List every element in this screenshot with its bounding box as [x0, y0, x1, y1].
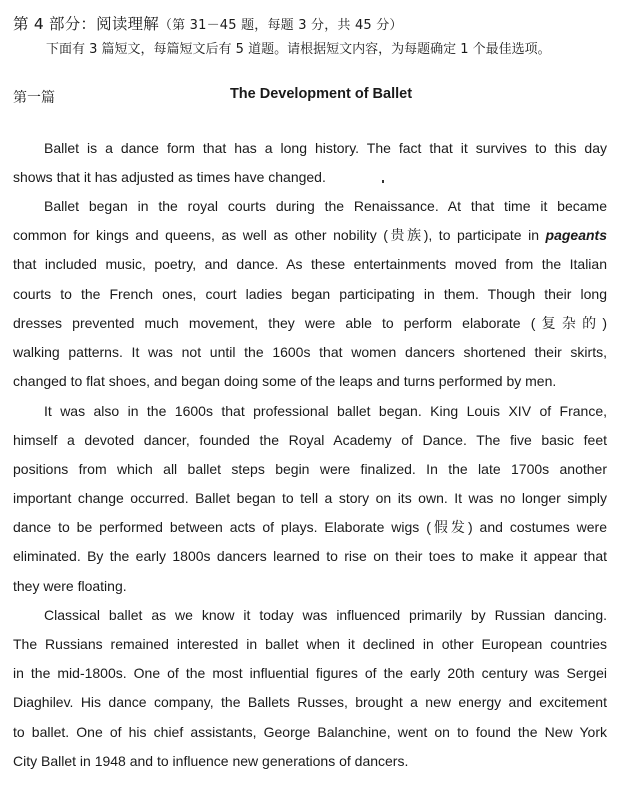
paragraph-4-line-6: City Ballet in 1948 and to influence new generations of dancers.: [13, 753, 409, 769]
paragraph-1-line-1: Ballet is a dance form that has a long history. The fact that it survives to this day: [44, 140, 607, 156]
instructions: 下面有 3 篇短文，每篇短文后有 5 道题。请根据短文内容，为每题确定 1 个最佳选项。: [46, 42, 551, 57]
passage-title: The Development of Ballet: [229, 86, 413, 102]
paragraph-2-line-6: walking patterns. It was not until the 1600s that women dancers shortened their skirts,: [13, 344, 607, 360]
paragraph-2-line-3: that included music, poetry, and dance. As these entertainments moved from the Italian: [13, 256, 607, 272]
paragraph-2-line-1: Ballet began in the royal courts during the Renaissance. At that time it became: [44, 198, 607, 214]
paragraph-3-line-1: It was also in the 1600s that professional ballet began. King Louis XIV of France,: [44, 403, 607, 419]
paragraph-3-line-2: himself a devoted dancer, founded the Royal Academy of Dance. The five basic feet: [13, 432, 607, 448]
section-header: [13, 12, 403, 34]
paragraph-3-line-4: important change occurred. Ballet began to tell a story on its own. It was no longer simply: [13, 490, 607, 506]
scan-speck: [382, 180, 384, 183]
paragraph-4-line-5: to ballet. One of his chief assistants, George Balanchine, went on to found the New York: [13, 724, 607, 740]
paragraph-4-line-3: in the mid-1800s. One of the most influential figures of the early 20th century was Sergei: [13, 665, 607, 681]
paragraph-2-line-7: changed to flat shoes, and began doing some of the leaps and turns performed by men.: [13, 373, 557, 389]
keyword-pageants: pageants: [545, 227, 607, 243]
paragraph-3-line-5: dance to be performed between acts of plays. Elaborate wigs (假发) and costumes were: [13, 519, 607, 535]
paragraph-2-line-2: [13, 226, 607, 244]
paragraph-2-line-5: dresses prevented much movement, they were able to perform elaborate (复杂的): [13, 315, 607, 331]
paragraph-3-line-6: eliminated. By the early 1800s dancers learned to rise on their toes to make it appear that: [13, 548, 607, 564]
paragraph-4-line-2: The Russians remained interested in ballet when it declined in other European countries: [13, 636, 607, 652]
paragraph-4-line-4: Diaghilev. His dance company, the Ballets Russes, brought a new energy and excitement: [13, 694, 607, 710]
paragraph-2-line-2-text: common for kings and queens, as well as other nobility (贵族), to participate in: [13, 227, 540, 243]
paragraph-1-line-2: shows that it has adjusted as times have changed.: [13, 169, 326, 185]
paragraph-4-line-1: Classical ballet as we know it today was influenced primarily by Russian dancing.: [44, 607, 607, 623]
section-title: 第 4 部分：阅读理解: [13, 15, 159, 33]
paragraph-3-line-3: positions from which all ballet steps begin were finalized. In the late 1700s another: [13, 461, 607, 477]
paragraph-2-line-4: courts to the French ones, court ladies began participating in them. Though their long: [13, 286, 607, 302]
section-scoring-note: （第 31－45 题，每题 3 分，共 45 分）: [158, 18, 403, 33]
paragraph-3-line-7: they were floating.: [13, 578, 127, 594]
passage-label: 第一篇: [13, 90, 55, 106]
